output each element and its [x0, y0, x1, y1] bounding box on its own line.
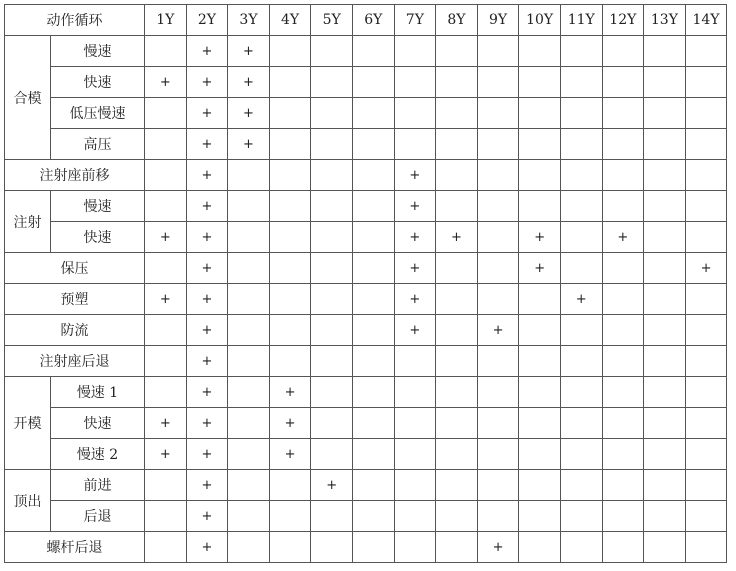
valve-cell	[436, 346, 478, 377]
valve-cell	[477, 67, 519, 98]
valve-cell	[228, 408, 270, 439]
step-label: 低压慢速	[51, 98, 145, 129]
valve-cell	[311, 408, 353, 439]
valve-cell	[352, 67, 394, 98]
valve-cell	[269, 98, 311, 129]
valve-cell	[145, 532, 187, 563]
valve-cell	[560, 377, 602, 408]
header-valve-9y: 9Y	[477, 5, 519, 36]
step-label: 慢速 1	[51, 377, 145, 408]
valve-cell	[685, 222, 727, 253]
valve-cell	[477, 160, 519, 191]
valve-cell	[685, 98, 727, 129]
valve-cell	[352, 222, 394, 253]
valve-cell	[352, 470, 394, 501]
valve-cell	[644, 501, 686, 532]
valve-cell	[519, 346, 561, 377]
valve-cell	[644, 222, 686, 253]
header-valve-6y: 6Y	[352, 5, 394, 36]
valve-cell	[602, 470, 644, 501]
group-label: 合模	[5, 36, 51, 160]
header-valve-14y: 14Y	[685, 5, 727, 36]
valve-cell	[352, 346, 394, 377]
valve-cell	[560, 129, 602, 160]
valve-cell	[145, 346, 187, 377]
valve-cell	[228, 532, 270, 563]
valve-cell	[519, 129, 561, 160]
valve-mark-2y: +	[186, 439, 228, 470]
valve-cell	[602, 315, 644, 346]
valve-cell	[644, 129, 686, 160]
valve-mark-9y: +	[477, 532, 519, 563]
valve-cell	[394, 98, 436, 129]
valve-mark-2y: +	[186, 346, 228, 377]
valve-cell	[519, 439, 561, 470]
valve-mark-2y: +	[186, 284, 228, 315]
valve-cell	[145, 36, 187, 67]
valve-cell	[311, 501, 353, 532]
valve-cell	[269, 160, 311, 191]
table-row	[5, 67, 727, 98]
valve-cell	[602, 191, 644, 222]
header-valve-7y: 7Y	[394, 5, 436, 36]
step-label: 螺杆后退	[5, 532, 145, 563]
valve-cell	[685, 191, 727, 222]
valve-mark-2y: +	[186, 253, 228, 284]
valve-cell	[436, 191, 478, 222]
valve-cell	[560, 315, 602, 346]
valve-cell	[394, 439, 436, 470]
table-row	[5, 222, 727, 253]
header-valve-10y: 10Y	[519, 5, 561, 36]
header-valve-8y: 8Y	[436, 5, 478, 36]
valve-cell	[352, 532, 394, 563]
valve-cell	[145, 501, 187, 532]
valve-cell	[602, 439, 644, 470]
valve-cell	[685, 377, 727, 408]
valve-cell	[436, 439, 478, 470]
valve-cell	[436, 532, 478, 563]
valve-cell	[145, 377, 187, 408]
valve-cell	[311, 98, 353, 129]
valve-cell	[311, 191, 353, 222]
valve-cell	[228, 222, 270, 253]
header-valve-1y: 1Y	[145, 5, 187, 36]
valve-cell	[477, 284, 519, 315]
table-row	[5, 470, 727, 501]
valve-mark-1y: +	[145, 222, 187, 253]
valve-cell	[352, 98, 394, 129]
valve-cell	[352, 36, 394, 67]
valve-cell	[311, 160, 353, 191]
step-label: 前进	[51, 470, 145, 501]
valve-cell	[436, 67, 478, 98]
valve-cell	[269, 129, 311, 160]
step-label: 慢速	[51, 191, 145, 222]
valve-cell	[269, 253, 311, 284]
valve-mark-2y: +	[186, 98, 228, 129]
valve-cell	[436, 98, 478, 129]
valve-cell	[644, 315, 686, 346]
valve-mark-7y: +	[394, 284, 436, 315]
table-row	[5, 377, 727, 408]
table-row	[5, 160, 727, 191]
valve-cell	[311, 346, 353, 377]
valve-cell	[519, 36, 561, 67]
valve-cell	[685, 470, 727, 501]
valve-cell	[644, 532, 686, 563]
valve-mark-4y: +	[269, 408, 311, 439]
valve-mark-2y: +	[186, 501, 228, 532]
table-row	[5, 191, 727, 222]
valve-mark-2y: +	[186, 315, 228, 346]
valve-cell	[685, 284, 727, 315]
valve-mark-2y: +	[186, 36, 228, 67]
valve-mark-7y: +	[394, 315, 436, 346]
valve-cell	[436, 253, 478, 284]
valve-cell	[311, 222, 353, 253]
valve-cell	[311, 253, 353, 284]
step-label: 慢速 2	[51, 439, 145, 470]
valve-cell	[311, 36, 353, 67]
valve-cell	[477, 439, 519, 470]
valve-cell	[145, 315, 187, 346]
valve-mark-3y: +	[228, 129, 270, 160]
valve-cell	[602, 253, 644, 284]
valve-cell	[394, 36, 436, 67]
valve-cell	[477, 191, 519, 222]
valve-cell	[560, 191, 602, 222]
valve-mark-3y: +	[228, 36, 270, 67]
valve-cell	[228, 253, 270, 284]
valve-cell	[311, 129, 353, 160]
header-valve-11y: 11Y	[560, 5, 602, 36]
valve-cell	[644, 67, 686, 98]
valve-cell	[685, 346, 727, 377]
valve-cell	[269, 532, 311, 563]
valve-mark-3y: +	[228, 98, 270, 129]
valve-cell	[519, 532, 561, 563]
valve-cell	[685, 36, 727, 67]
table-row	[5, 408, 727, 439]
valve-cell	[477, 346, 519, 377]
valve-mark-1y: +	[145, 67, 187, 98]
step-label: 慢速	[51, 36, 145, 67]
valve-cell	[311, 532, 353, 563]
valve-cell	[560, 470, 602, 501]
valve-mark-12y: +	[602, 222, 644, 253]
valve-cell	[145, 98, 187, 129]
valve-mark-2y: +	[186, 532, 228, 563]
valve-mark-5y: +	[311, 470, 353, 501]
valve-cell	[602, 377, 644, 408]
step-label: 注射座后退	[5, 346, 145, 377]
valve-cell	[602, 532, 644, 563]
valve-cell	[394, 532, 436, 563]
valve-cell	[394, 501, 436, 532]
valve-cell	[228, 346, 270, 377]
step-label: 预塑	[5, 284, 145, 315]
valve-cell	[644, 470, 686, 501]
step-label: 注射座前移	[5, 160, 145, 191]
valve-cell	[352, 501, 394, 532]
valve-mark-9y: +	[477, 315, 519, 346]
valve-cell	[644, 160, 686, 191]
valve-cell	[311, 439, 353, 470]
valve-cell	[477, 98, 519, 129]
valve-cell	[560, 439, 602, 470]
valve-cell	[602, 284, 644, 315]
valve-cell	[436, 408, 478, 439]
valve-cell	[311, 315, 353, 346]
valve-cell	[228, 315, 270, 346]
valve-cell	[228, 377, 270, 408]
valve-cell	[560, 346, 602, 377]
valve-cell	[644, 346, 686, 377]
valve-mark-10y: +	[519, 253, 561, 284]
valve-cell	[602, 501, 644, 532]
valve-cell	[560, 532, 602, 563]
valve-cell	[352, 439, 394, 470]
valve-cell	[560, 222, 602, 253]
valve-mark-14y: +	[685, 253, 727, 284]
valve-mark-2y: +	[186, 377, 228, 408]
valve-cell	[269, 346, 311, 377]
valve-cell	[477, 408, 519, 439]
valve-cell	[602, 36, 644, 67]
valve-mark-1y: +	[145, 439, 187, 470]
valve-cell	[228, 439, 270, 470]
header-valve-4y: 4Y	[269, 5, 311, 36]
valve-cell	[602, 129, 644, 160]
valve-mark-8y: +	[436, 222, 478, 253]
valve-cell	[685, 67, 727, 98]
valve-mark-2y: +	[186, 408, 228, 439]
valve-cell	[228, 501, 270, 532]
valve-cell	[145, 129, 187, 160]
valve-cell	[394, 377, 436, 408]
group-label: 开模	[5, 377, 51, 470]
valve-cell	[352, 160, 394, 191]
valve-cell	[269, 67, 311, 98]
valve-cell	[685, 408, 727, 439]
valve-cell	[644, 36, 686, 67]
valve-cell	[602, 67, 644, 98]
valve-cell	[519, 470, 561, 501]
valve-cell	[644, 284, 686, 315]
table-row	[5, 98, 727, 129]
valve-cell	[228, 160, 270, 191]
valve-cell	[436, 160, 478, 191]
valve-mark-11y: +	[560, 284, 602, 315]
valve-cell	[602, 160, 644, 191]
valve-cell	[519, 408, 561, 439]
valve-cell	[519, 501, 561, 532]
group-label: 顶出	[5, 470, 51, 532]
valve-cell	[560, 408, 602, 439]
valve-cell	[477, 501, 519, 532]
valve-cell	[560, 160, 602, 191]
valve-cell	[519, 67, 561, 98]
valve-cell	[394, 470, 436, 501]
table-row	[5, 439, 727, 470]
valve-mark-2y: +	[186, 160, 228, 191]
valve-mark-2y: +	[186, 191, 228, 222]
valve-mark-4y: +	[269, 439, 311, 470]
step-label: 快速	[51, 408, 145, 439]
header-valve-13y: 13Y	[644, 5, 686, 36]
valve-cell	[560, 98, 602, 129]
valve-cell	[436, 501, 478, 532]
valve-cell	[477, 377, 519, 408]
valve-cell	[644, 439, 686, 470]
valve-cell	[436, 470, 478, 501]
valve-mark-2y: +	[186, 470, 228, 501]
valve-mark-2y: +	[186, 222, 228, 253]
valve-cell	[228, 470, 270, 501]
header-valve-5y: 5Y	[311, 5, 353, 36]
valve-cell	[602, 346, 644, 377]
table-row	[5, 253, 727, 284]
valve-cell	[477, 36, 519, 67]
valve-cell	[519, 284, 561, 315]
table-row	[5, 532, 727, 563]
valve-cell	[269, 222, 311, 253]
valve-cell	[685, 439, 727, 470]
header-row	[5, 5, 727, 36]
header-valve-2y: 2Y	[186, 5, 228, 36]
valve-cell	[311, 284, 353, 315]
valve-cell	[228, 191, 270, 222]
valve-cell	[436, 129, 478, 160]
group-label: 注射	[5, 191, 51, 253]
valve-cell	[477, 129, 519, 160]
valve-cell	[394, 346, 436, 377]
valve-cell	[269, 284, 311, 315]
table-row	[5, 501, 727, 532]
valve-cell	[311, 377, 353, 408]
valve-cell	[311, 67, 353, 98]
valve-cell	[352, 191, 394, 222]
step-label: 后退	[51, 501, 145, 532]
valve-cell	[519, 98, 561, 129]
step-label: 防流	[5, 315, 145, 346]
valve-cell	[436, 315, 478, 346]
valve-mark-4y: +	[269, 377, 311, 408]
valve-cell	[145, 470, 187, 501]
valve-cell	[560, 36, 602, 67]
valve-cell	[352, 315, 394, 346]
valve-mark-7y: +	[394, 222, 436, 253]
header-valve-3y: 3Y	[228, 5, 270, 36]
valve-cell	[477, 470, 519, 501]
valve-cell	[644, 253, 686, 284]
valve-cell	[352, 408, 394, 439]
valve-mark-2y: +	[186, 129, 228, 160]
valve-cell	[560, 253, 602, 284]
valve-cell	[519, 377, 561, 408]
valve-mark-7y: +	[394, 160, 436, 191]
valve-cell	[436, 284, 478, 315]
valve-cell	[685, 160, 727, 191]
valve-cell	[602, 408, 644, 439]
valve-mark-2y: +	[186, 67, 228, 98]
valve-cell	[145, 160, 187, 191]
valve-cell	[685, 501, 727, 532]
valve-cell	[477, 253, 519, 284]
valve-cell	[644, 377, 686, 408]
header-cycle-label: 动作循环	[5, 5, 145, 36]
step-label: 保压	[5, 253, 145, 284]
valve-cell	[685, 315, 727, 346]
valve-cell	[644, 408, 686, 439]
valve-cell	[228, 284, 270, 315]
valve-mark-7y: +	[394, 253, 436, 284]
valve-cell	[352, 377, 394, 408]
valve-cell	[644, 191, 686, 222]
valve-cell	[519, 315, 561, 346]
valve-cell	[685, 129, 727, 160]
table-row	[5, 315, 727, 346]
valve-cell	[436, 36, 478, 67]
valve-mark-7y: +	[394, 191, 436, 222]
header-valve-12y: 12Y	[602, 5, 644, 36]
action-cycle-table	[4, 4, 727, 563]
valve-cell	[394, 408, 436, 439]
table-row	[5, 129, 727, 160]
valve-cell	[145, 191, 187, 222]
valve-cell	[644, 98, 686, 129]
table-row	[5, 36, 727, 67]
valve-cell	[145, 253, 187, 284]
valve-cell	[560, 501, 602, 532]
valve-mark-1y: +	[145, 284, 187, 315]
valve-cell	[394, 129, 436, 160]
valve-cell	[269, 315, 311, 346]
valve-mark-1y: +	[145, 408, 187, 439]
step-label: 快速	[51, 67, 145, 98]
table-row	[5, 284, 727, 315]
valve-cell	[436, 377, 478, 408]
valve-cell	[685, 532, 727, 563]
valve-mark-3y: +	[228, 67, 270, 98]
valve-cell	[269, 191, 311, 222]
valve-cell	[352, 284, 394, 315]
table-row	[5, 346, 727, 377]
step-label: 高压	[51, 129, 145, 160]
valve-cell	[394, 67, 436, 98]
valve-cell	[269, 470, 311, 501]
valve-cell	[269, 501, 311, 532]
valve-cell	[352, 129, 394, 160]
valve-cell	[269, 36, 311, 67]
valve-cell	[519, 191, 561, 222]
valve-cell	[560, 67, 602, 98]
valve-cell	[602, 98, 644, 129]
valve-mark-10y: +	[519, 222, 561, 253]
step-label: 快速	[51, 222, 145, 253]
valve-cell	[519, 160, 561, 191]
valve-cell	[477, 222, 519, 253]
valve-cell	[352, 253, 394, 284]
